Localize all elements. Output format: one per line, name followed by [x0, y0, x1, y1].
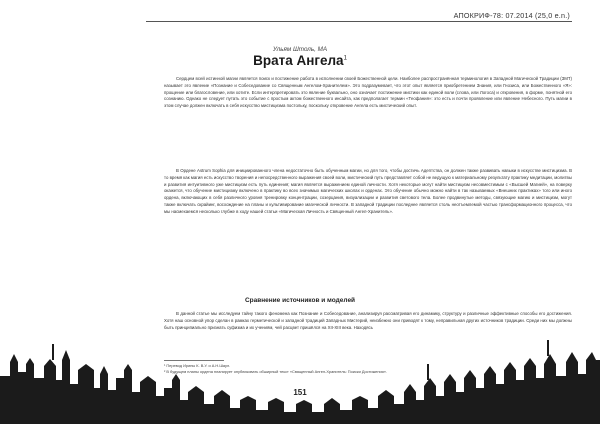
running-head: АПОКРИФ-78: 07.2014 (25,0 e.n.) — [453, 11, 570, 20]
city-skyline-silhouette — [0, 304, 600, 424]
section-heading: Сравнение источников и моделей — [244, 297, 356, 304]
page-number: 151 — [293, 388, 307, 397]
paragraph-text: В данной статье мы исследуем тайну такого феномена как Познание и Собеседование, анализируя рассматривая его динамику, структуру и различные эффективные способы его достижения. Хотя наш основной упор сделан в рамках герметической и западной традиций Западных Мистерий, неизбежно они приводят к тому, неправильная других источников традиции. Среди них мы должны быть принципиально признать суфизма и их учениям, чей расцвет пришёлся на XII-XIII века. Находясь — [164, 311, 572, 330]
article-author: Ульям Штоль, МА — [272, 46, 328, 53]
body-paragraph-2 — [164, 168, 572, 216]
paragraph-text: В Ордене Astrum Sophia для инициированного члена недостаточно быть обученным магии, но для того, чтобы достичь Адептства, он должен также развивать навыки в искусстве мистицизма. В то время как магия есть искусство творения и непосредственного выражения своей воли, мистический путь представляет собой не ведущую к материальному результату практику медитации, молитвы и развития интуитивного уже мистицизм есть путь единения; магия является выражением единой личности. Хотя некоторые могут найти мистицизм несовместимым с «Высшей Магией», на поверку окажется, что обучение мистицизму включено в практику во всех значимых магических школах и орденах. Это обучение обычно можно найти в так называемых «Внешних практиках» того или иного ордена, включающих в себя различного уровня тренировку концентрации, созерцания, визуализации и развития светового тела. Более продвинутые методы, связующие магию и мистицизм, могут также включать скрайинг, восхождение на планы и культивирование магической личности. В западной традиции последнее является столь неотъемлемой частью трансформационного процесса, что мы насмехаемся несколько глубже в ходу нашей статьи «Магическая Личность и Священный Ангел-Хранитель». — [164, 168, 572, 214]
paragraph-text: Сердцем всей истинной магии является поиск и постижение работа в исполнении своей Божественной цели. Наиболее распространённая терминология в Западной Магической Традиции (ЗМТ) называет это явление «Познание и Собеседование со Священным Ангелом-Хранителем». Это подразумевает, что этот опыт является приобретением Знания, или Гнозиса, или Божественного «Я»: прощение или благословение, или хотите. Если интерпретировать это явление буквально, оно означает постижение мистики как единой воли (слова, или Логоса) и откровения, в форме, понятной его сознанию. Однако не следует путать это событие с простым актом божественного инсайта, как предполагает термин «Теофания»: это есть и почти проявление или явление Небесного. Путь магии в этом случае должен включать в себя искусство мистицизма постольку, поскольку откровение Ангела есть мистический опыт. — [164, 76, 572, 109]
footnote-1: ¹ Перевод Ирины К. В.У. и А.Н.Шаул. — [164, 363, 231, 368]
article-title-text: Врата Ангела — [253, 53, 344, 68]
body-paragraph-1 — [164, 76, 572, 110]
title-footnote-marker: 1 — [343, 55, 347, 62]
article-title — [0, 53, 600, 68]
footnote-2: ² В будущем планы ордена планирует опубликовать обширный текст «Священный Ангел-Хранитель: Поиски Достижения». — [164, 369, 388, 374]
header-rule — [146, 21, 572, 22]
